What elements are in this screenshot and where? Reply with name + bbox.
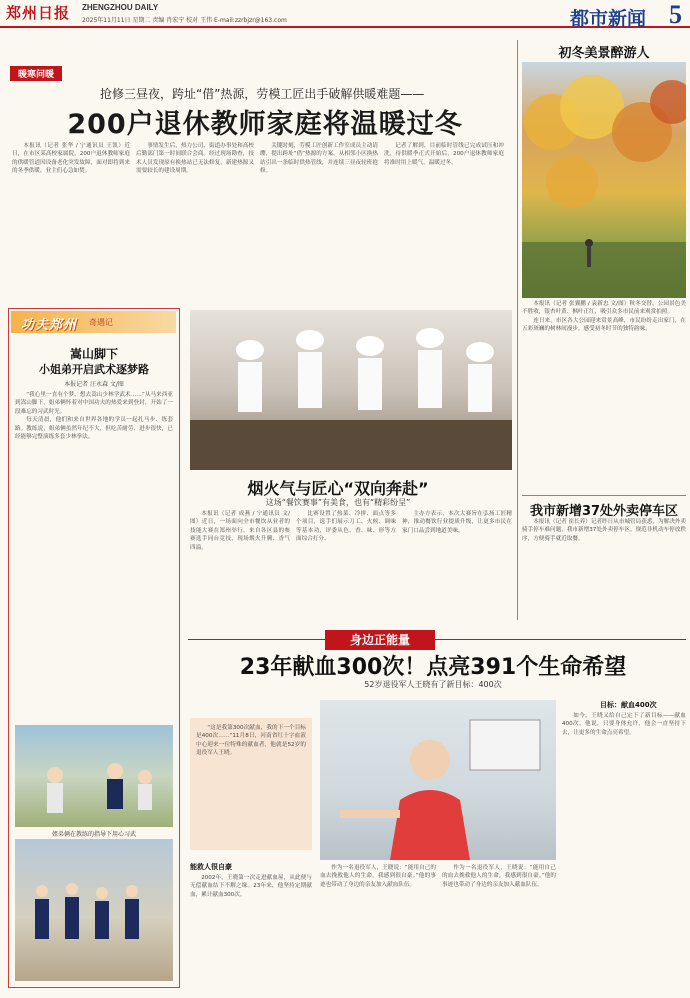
lead-tag: 暖寒问暖: [10, 66, 62, 81]
section-title: 都市新闻: [569, 8, 646, 30]
feature-col-3: 主办方表示，本次大赛旨在弘扬工匠精神，推动餐饮行业提质升级，让更多市民在家门口品尝到地道美味。: [402, 511, 512, 534]
sidebar-title-1: 嵩山脚下: [69, 347, 118, 361]
blood-col-1: 2002年，王晓第一次走进献血屋，从此便与无偿献血结下不解之缘。23年来，他坚持定期献血，累计献血300次。: [190, 875, 312, 898]
flowers-photo: [522, 62, 686, 298]
flowers-title: 初冬美景醉游人: [558, 46, 650, 61]
lead-headline: 200户退休教师家庭将温暖过冬: [67, 109, 463, 140]
blood-col-3: 作为一名退役军人，王晓说：“能用自己的血去挽救他人的生命，我感到很自豪。”他的事迹也带动了身边的亲友加入献血队伍。: [442, 865, 556, 888]
sidebar-byline: 本报记者 汪永森 文/图: [64, 381, 124, 388]
blood-tag: 身边正能量: [325, 630, 435, 650]
kungfu-photo-1: [15, 725, 173, 827]
feature-col-2: 比赛设置了热菜、冷拼、面点等多个项目，选手们展示刀工、火候、调味等基本功，评委从色、香、味、形等方面综合打分。: [296, 511, 396, 543]
blood-quote: “这是我第300次献血，我的下一个目标是400次……”11月8日，河南省红十字血液中心迎来一位特殊的献血者，他就是52岁的退役军人王晓。: [196, 725, 306, 757]
date-line: 2025年11月11日 星期二 责编 肖宏宁 校对 王伟 E-mail:zzrbjzr@163.com: [82, 17, 287, 24]
sidebar-banner: [11, 311, 176, 333]
blood-col-4: 如今，王晓又给自己定下了新目标——献血400次。他说，只要身体允许，他会一直坚持下去，让更多的生命点亮希望。: [562, 713, 686, 736]
chef-competition-photo: [190, 310, 512, 470]
blood-subhead-1: 能救人很自豪: [190, 863, 232, 871]
sidebar-text: “我心里一直有个梦，想去嵩山少林学武术……”从马来西亚到嵩山脚下，姐弟俩怀着对中国功夫的热爱来到登封，开始了一段难忘的习武时光。 每天清晨，他们和来自世界各地的学员一起扎马步、练套路。教练说，姐弟俩虽然年纪不大，但吃苦耐劳、进步很快，已经能够完整演练多套少林拳法。: [15, 392, 173, 441]
blood-subhead-2: 目标：献血400次: [600, 701, 657, 709]
blood-donor-photo: [320, 700, 556, 860]
quote-box: [190, 718, 312, 850]
kungfu-photo-2: [15, 839, 173, 981]
sidebar-banner-title: 功夫郑州: [21, 318, 78, 333]
blood-title: 23年献血300次！点亮391个生命希望: [239, 655, 627, 680]
newspaper-en-name: ZHENGZHOU DAILY: [82, 3, 159, 12]
red-rule: [188, 639, 686, 640]
lead-column-2: 事情发生后，热力公司、街道办事处和高校后勤部门第一时间联合会商。经过现场勘查，技术人员发现原有换热站已无法修复，新建热源又需要较长的建设周期。: [136, 143, 254, 175]
lead-column-3: 关键时刻，劳模工匠创新工作室成员主动请缨，提出跨址“借”热源的方案，从相邻小区换热站引出一条临时供热管线，并连续三昼夜轮班抢修。: [260, 143, 378, 175]
newspaper-logo: 郑州日报: [6, 4, 71, 22]
vending-title: 我市新增37处外卖停车区: [529, 504, 679, 519]
vending-text: 本报讯（记者 崔长养）记者昨日从市城管局获悉，为解决外卖骑手停车难问题，我市新增37处外卖停车区，规范非机动车停放秩序，方便骑手就近取餐。: [522, 519, 686, 542]
blood-subtitle: 52岁退役军人王晓有了新目标：400次: [364, 680, 502, 689]
lead-kicker: 抢修三昼夜，跨址“借”热源，劳模工匠出手破解供暖难题——: [100, 87, 425, 101]
sidebar-photo-caption: 姐弟俩在教练的指导下用心习武: [51, 831, 136, 838]
page-number: 5: [669, 0, 682, 29]
column-rule: [517, 40, 518, 620]
lead-column-1: 本报讯（记者 张华 / 宁通讯员 王凯）近日，在市区某高校家属院，200户退休教师家庭的供暖管道因设备老化突发故障，面对即将到来的冬季供暖，业主们心急如焚。: [12, 143, 130, 175]
blood-col-2: 作为一名退役军人，王晓说：“能用自己的血去挽救他人的生命，我感到很自豪。”他的事迹也带动了身边的亲友加入献血队伍。: [320, 865, 436, 888]
masthead: [0, 0, 690, 28]
feature-title: 烟火气与匠心“双向奔赴”: [247, 479, 429, 498]
flowers-text: 本报讯（记者 张翼鹏 / 袁新忠 文/图）秋冬交替，公园景色美不胜收，银杏叶黄、枫叶正红，吸引众多市民前来观赏拍照。 连日来，市区各大公园迎来赏景高峰，市民纷纷走出家门，在五彩斑斓的树林间漫步，感受初冬时节的独特韵味。: [522, 301, 686, 333]
divider: [522, 495, 686, 496]
sidebar-banner-sub: 奇遇记: [89, 318, 113, 327]
kungfu-sidebar: [8, 308, 180, 988]
sidebar-title-2: 小姐弟开启武术逐梦路: [39, 363, 149, 376]
feature-col-1: 本报讯（记者 成燕 / 宁通讯员 文/图）近日，一场面向全市餐饮从业者的技能大赛在郑州举行，来自各区县的参赛选手同台竞技，现场烟火升腾、香气四溢。: [190, 511, 290, 551]
lead-column-4: 记者了解到，目前临时管线已完成试压和冲洗，待供暖季正式开始后，200户退休教师家庭将准时用上暖气，温暖过冬。: [384, 143, 504, 166]
feature-subtitle: 这场“餐饮赛事”有美食，也有“精彩纷呈”: [265, 498, 411, 507]
